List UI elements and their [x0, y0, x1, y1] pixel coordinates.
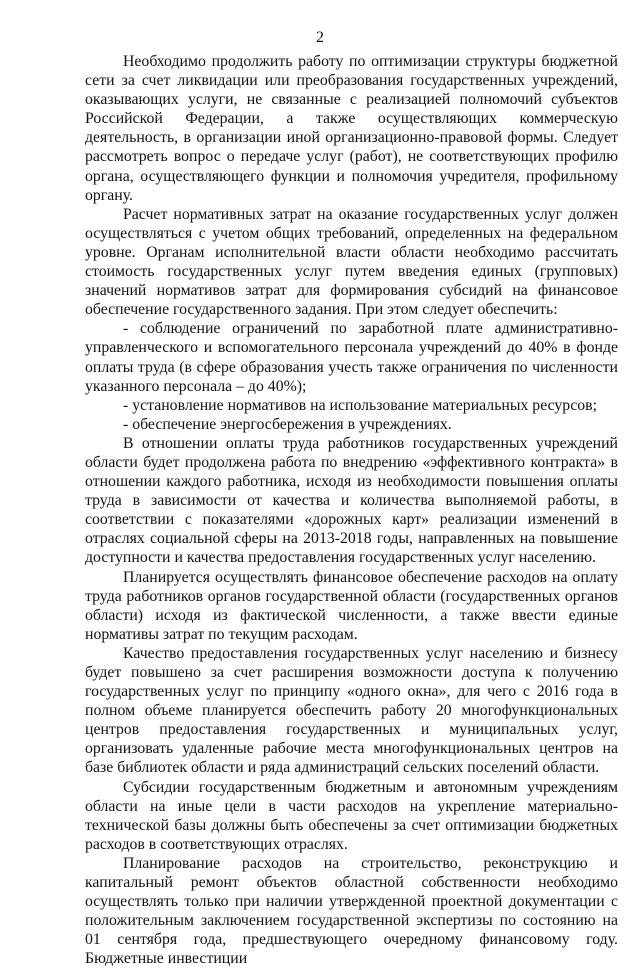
document-body	[85, 52, 618, 969]
page-number: 2	[316, 29, 324, 46]
list-item-material-norms: - установление нормативов на использование материальных ресурсов;	[123, 396, 597, 414]
paragraph-2: Расчет нормативных затрат на оказание государственных услуг должен осуществляться с учетом общих требований, определенных на федеральном уровне. Органам исполнительной власти области необходимо рассчитать стоимость государственных услуг путем введения единых (групповых) значений нормативов затрат для формирования субсидий на финансовое обеспечение государственного задания. При этом следует обеспечить:	[85, 205, 618, 319]
paragraph-8: Качество предоставления государственных услуг населению и бизнесу будет повышено за счет расширения возможности доступа к получению государственных услуг по принципу «одного окна», для чего с 2016 года в полном объеме планируется обеспечить работу 20 многофункциональных центров предоставления государственных и муниципальных услуг, организовать удаленные рабочие места многофункциональных центров на базе библиотек области и ряда администраций сельских поселений области.	[85, 644, 618, 777]
paragraph-6: В отношении оплаты труда работников государственных учреждений области будет продолжена работа по внедрению «эффективного контракта» в отношении каждого работника, исходя из необходимости повышения оплаты труда в зависимости от качества и количества выполняемой работы, в соответствии с показателями «дорожных карт» реализации изменений в отраслях социальной сферы на 2013-2018 годы, направленных на повышение доступности и качества предоставления государственных услуг населению.	[85, 434, 618, 567]
paragraph-1: Необходимо продолжить работу по оптимизации структуры бюджетной сети за счет ликвидации или преобразования государственных учреждений, оказывающих услуги, не связанные с реализацией полномочий субъектов Российской Федерации, а также осуществляющих коммерческую деятельность, в организации иной организационно-правовой формы. Следует рассмотреть вопрос о передаче услуг (работ), не соответствующих профилю органа, осуществляющего функции и полномочия учредителя, профильному органу.	[85, 53, 618, 204]
paragraph-10: Планирование расходов на строительство, реконструкцию и капитальный ремонт объектов областной собственности необходимо осуществлять только при наличии утвержденной проектной документации с положительным заключением государственной экспертизы по состоянию на 01 сентября года, предшествующего очередному финансовому году. Бюджетные инвестиции	[85, 854, 618, 968]
paragraph-7: Планируется осуществлять финансовое обеспечение расходов на оплату труда работников органов государственной области (государственных органов области) исходя из фактической численности, а также ввести единые нормативы затрат по текущим расходам.	[85, 568, 618, 643]
list-item-salary-limits: - соблюдение ограничений по заработной плате административно-управленческого и вспомогательного персонала учреждений до 40% в фонде оплаты труда (в сфере образования учесть также ограничения по численности указанного персонала – до 40%);	[85, 320, 618, 395]
paragraph-9: Субсидии государственным бюджетным и автономным учреждениям области на иные цели в части расходов на укрепление материально-технической базы должны быть обеспечены за счет оптимизации бюджетных расходов в соответствующих отраслях.	[85, 778, 618, 853]
list-item-energy-saving: - обеспечение энергосбережения в учреждениях.	[123, 415, 452, 433]
